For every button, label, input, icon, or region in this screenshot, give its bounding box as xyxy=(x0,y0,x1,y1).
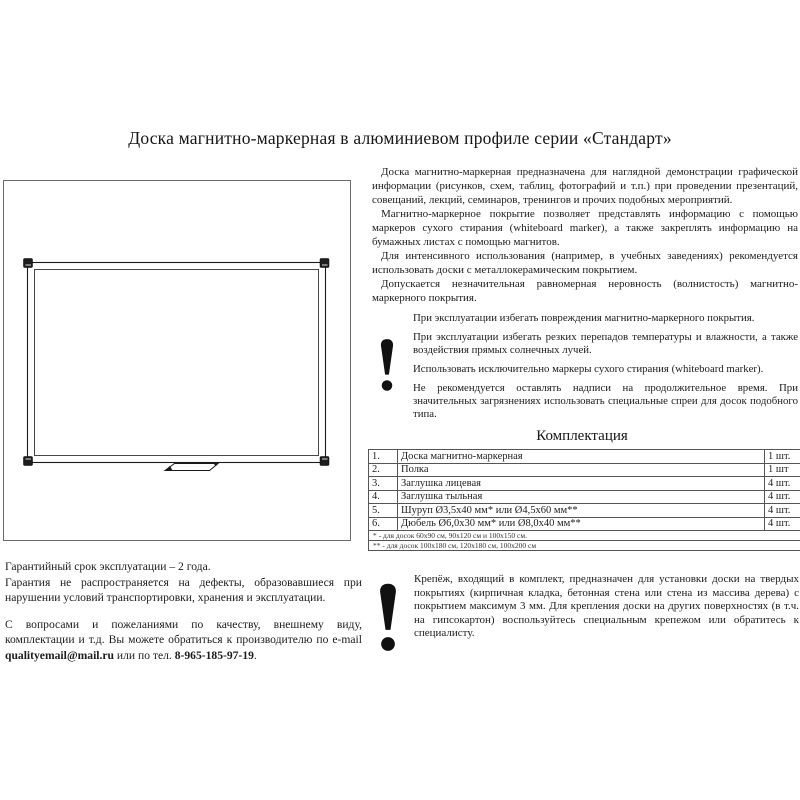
intro-paragraph-4: Допускается незначительная равномерная неровность (волнистость) магнитно-маркерного покрытия. xyxy=(372,278,798,304)
kit-row-num: 3. xyxy=(369,477,398,491)
intro-paragraph-2: Магнитно-маркерное покрытие позволяет представлять информацию с помощью маркеров сухого стирания (whiteboard marker), а также закреплять информацию на бумажных листах с помощью магнитов. xyxy=(372,208,798,248)
kit-row-name: Полка xyxy=(398,463,765,477)
kit-row-qty: 4 шт. xyxy=(765,490,800,504)
kit-row xyxy=(369,477,800,491)
kit-row-qty: 4 шт. xyxy=(765,504,800,518)
corner-cap-highlights xyxy=(26,265,328,459)
mounting-exclamation-icon xyxy=(375,576,401,660)
kit-table xyxy=(368,449,800,551)
kit-footnote-row xyxy=(369,531,800,541)
kit-row-num: 6. xyxy=(369,517,398,531)
warnings-block xyxy=(372,312,798,427)
kit-row-name: Доска магнитно-маркерная xyxy=(398,450,765,464)
marker-tray xyxy=(165,464,218,471)
kit-row-num: 2. xyxy=(369,463,398,477)
warranty-term: Гарантийный срок эксплуатации – 2 года. xyxy=(5,560,211,573)
mounting-block xyxy=(372,573,799,641)
warranty-block xyxy=(5,559,362,664)
kit-row xyxy=(369,450,800,464)
kit-footnote-row xyxy=(369,541,800,551)
warning-item-4: Не рекомендуется оставлять надписи на продолжительное время. При значительных загрязнениях использовать специальные спреи для досок подобного типа. xyxy=(413,382,798,420)
contact-email: qualityemail@mail.ru xyxy=(5,648,115,662)
contact-info xyxy=(5,617,362,664)
contact-phone: 8-965-185-97-19 xyxy=(174,648,254,662)
kit-footnote-2: ** - для досок 100х180 см, 120х180 см, 100х200 см xyxy=(369,541,800,551)
intro-paragraph-3: Для интенсивного использования (например, в учебных заведениях) рекомендуется использовать доски с металлокерамическим покрытием. xyxy=(372,250,798,276)
kit-footnote-1: * - для досок 60х90 см, 90х120 см и 100х150 см. xyxy=(369,531,800,541)
contact-text-after: . xyxy=(253,648,257,662)
whiteboard-drawing xyxy=(4,181,348,538)
warning-item-2: При эксплуатации избегать резких перепадов температуры и влажности, а также воздействия прямых солнечных лучей. xyxy=(413,331,798,356)
page-title: Доска магнитно-маркерная в алюминиевом профиле серии «Стандарт» xyxy=(128,128,672,148)
intro-paragraph-1: Доска магнитно-маркерная предназначена для наглядной демонстрации графической информации (рисунков, схем, таблиц, фотографий и т.п.) при проведении презентаций, совещаний, лекций, семинаров, тренингов и прочих подобных мероприятий. xyxy=(372,166,798,206)
kit-row-num: 4. xyxy=(369,490,398,504)
kit-row-name: Заглушка тыльная xyxy=(398,490,765,504)
kit-row-name: Дюбель Ø6,0х30 мм* или Ø8,0х40 мм** xyxy=(398,517,765,531)
kit-row-qty: 4 шт. xyxy=(765,517,800,531)
board-frame xyxy=(28,263,326,463)
kit-row xyxy=(369,504,800,518)
exclamation-icon xyxy=(377,330,397,401)
kit-row-qty: 1 шт xyxy=(765,463,800,477)
warning-item-1: При эксплуатации избегать повреждения магнитно-маркерного покрытия. xyxy=(413,312,755,324)
kit-row xyxy=(369,463,800,477)
kit-row xyxy=(369,490,800,504)
kit-row-qty: 4 шт. xyxy=(765,477,800,491)
warning-item-3: Использовать исключительно маркеры сухого стирания (whiteboard marker). xyxy=(413,363,764,375)
warranty-exclusions: Гарантия не распространяется на дефекты, образовавшиеся при нарушении условий транспортировки, хранения и эксплуатации. xyxy=(5,575,362,605)
contact-text-middle: или по тел. xyxy=(114,648,175,662)
kit-heading: Комплектация xyxy=(536,428,628,444)
kit-row-qty: 1 шт. xyxy=(765,450,800,464)
mounting-note: Крепёж, входящий в комплект, предназначен для установки доски на твердых покрытиях (кирпичная кладка, бетонная стена или стена из массива дерева) с покрытием максимум 3 мм. Для крепления доски на других поверхностях (в т.ч. на гипсокартон) воспользуйтесь специальным крепежом или обратитесь к специалисту. xyxy=(414,573,799,640)
kit-row-num: 1. xyxy=(369,450,398,464)
kit-row-num: 5. xyxy=(369,504,398,518)
contact-text-before: С вопросами и пожеланиями по качеству, внешнему виду, комплектации и т.д. Вы можете обратиться к производителю по e-mail xyxy=(5,617,362,647)
kit-row-name: Шуруп Ø3,5х40 мм* или Ø4,5х60 мм** xyxy=(398,504,765,518)
figure-box xyxy=(3,180,351,541)
intro-section xyxy=(372,165,798,305)
kit-row-name: Заглушка лицевая xyxy=(398,477,765,491)
corner-caps xyxy=(24,259,330,466)
kit-row xyxy=(369,517,800,531)
